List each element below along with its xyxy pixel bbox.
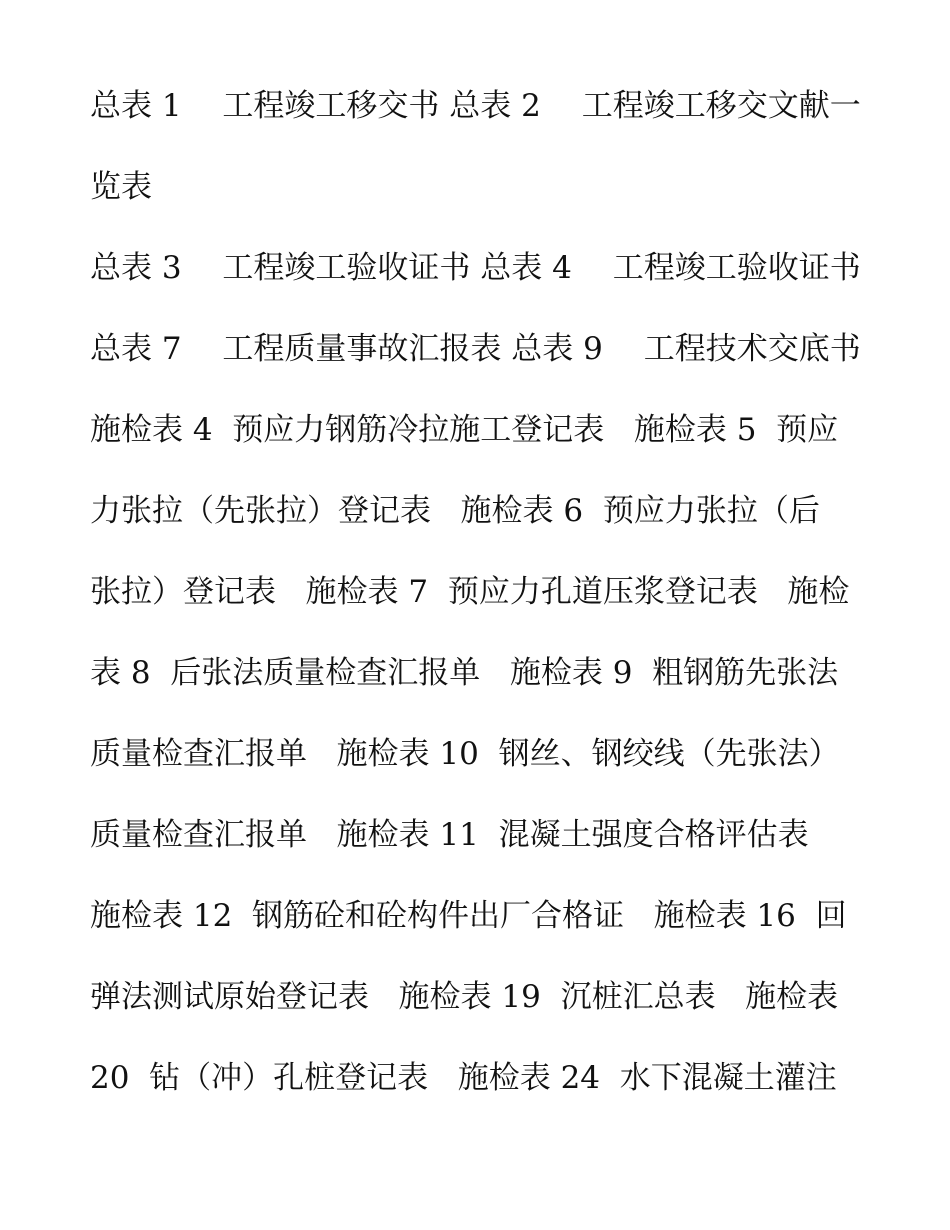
- text-line: 览表: [90, 169, 152, 205]
- text-line: 总表 1 工程竣工移交书 总表 2 工程竣工移交文献一: [90, 88, 861, 124]
- text-line: 20 钻（冲）孔桩登记表 施检表 24 水下混凝土灌注: [90, 1060, 837, 1096]
- text-line: 弹法测试原始登记表 施检表 19 沉桩汇总表 施检表: [90, 979, 839, 1015]
- text-line: 质量检查汇报单 施检表 11 混凝土强度合格评估表: [90, 817, 809, 853]
- document-body: [90, 66, 870, 1119]
- text-line: 表 8 后张法质量检查汇报单 施检表 9 粗钢筋先张法: [90, 655, 839, 691]
- text-line: 张拉）登记表 施检表 7 预应力孔道压浆登记表 施检: [90, 574, 850, 610]
- paragraph-1: [90, 66, 870, 228]
- text-line: 施检表 12 钢筋砼和砼构件出厂合格证 施检表 16 回: [90, 898, 847, 934]
- text-line: 施检表 4 预应力钢筋冷拉施工登记表 施检表 5 预应: [90, 412, 839, 448]
- paragraph-2: [90, 228, 870, 1119]
- text-line: 力张拉（先张拉）登记表 施检表 6 预应力张拉（后: [90, 493, 820, 529]
- text-line: 总表 7 工程质量事故汇报表 总表 9 工程技术交底书: [90, 331, 861, 367]
- text-line: 质量检查汇报单 施检表 10 钢丝、钢绞线（先张法）: [90, 736, 840, 772]
- text-line: 总表 3 工程竣工验收证书 总表 4 工程竣工验收证书: [90, 250, 861, 286]
